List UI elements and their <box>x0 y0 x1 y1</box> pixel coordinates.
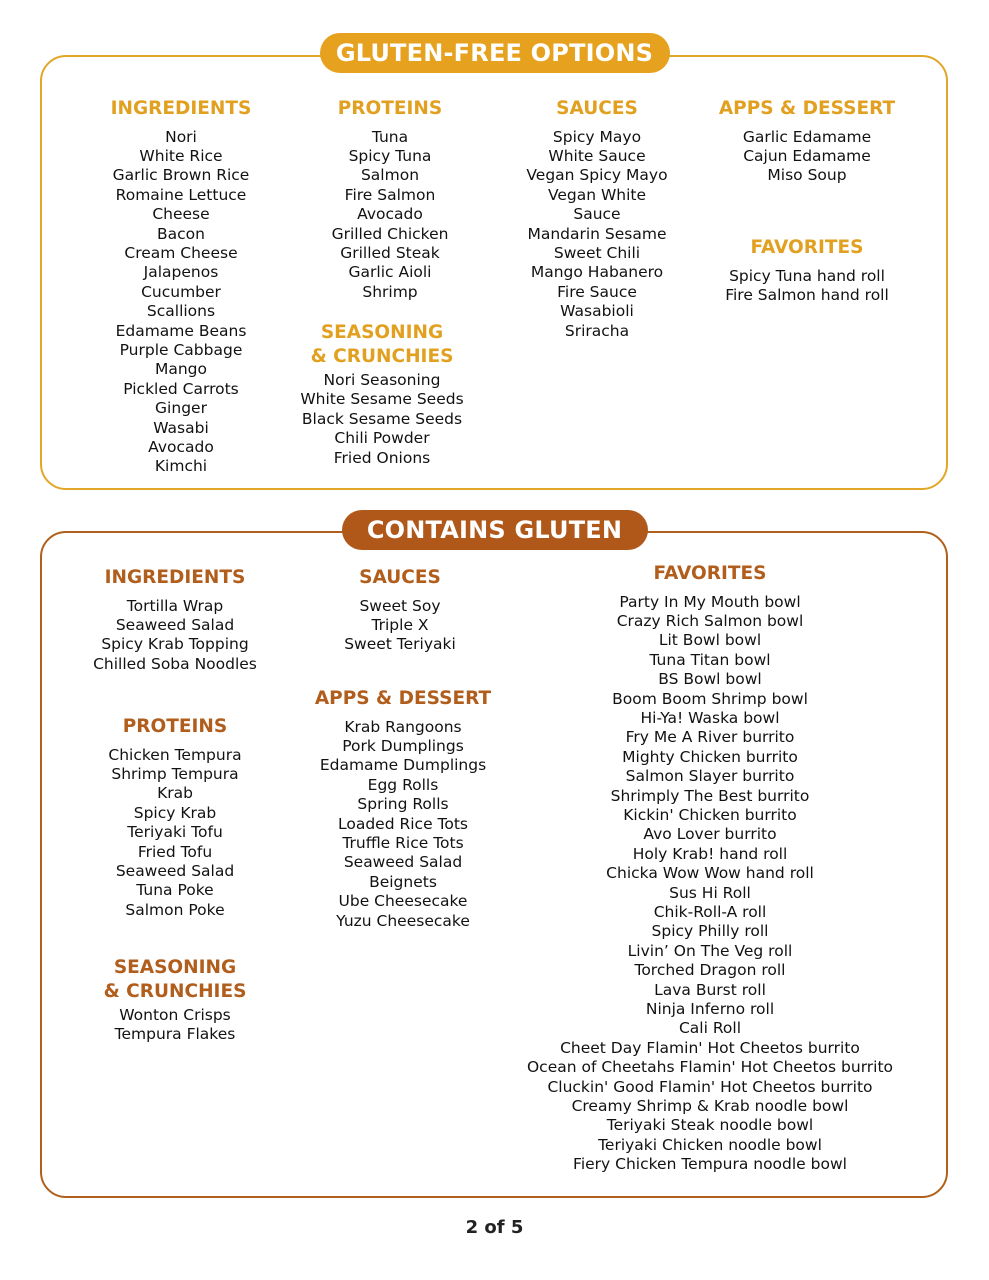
cg-sauces-section <box>300 566 500 655</box>
list-item: Truffle Rice Tots <box>342 833 464 852</box>
list-item: Miso Soup <box>767 166 847 185</box>
list-item: Seaweed Salad <box>115 861 235 880</box>
list-item: Spicy Tuna <box>348 146 432 165</box>
list-item: Tuna <box>371 127 409 146</box>
gf-apps-section <box>702 97 912 186</box>
list-item: Teriyaki Chicken noodle bowl <box>598 1135 822 1154</box>
list-item: Garlic Aioli <box>348 263 432 282</box>
list-item: Shrimp Tempura <box>111 764 239 783</box>
list-item: Creamy Shrimp & Krab noodle bowl <box>571 1097 849 1116</box>
list-item: Spicy Tuna hand roll <box>729 266 885 285</box>
list-item: Grilled Chicken <box>331 224 449 243</box>
list-item: Spring Rolls <box>357 795 449 814</box>
list-item: Cajun Edamame <box>743 146 871 165</box>
gf-sauces-section <box>497 97 697 341</box>
list-item: Teriyaki Steak noodle bowl <box>606 1116 814 1135</box>
list-item: White Sesame Seeds <box>300 390 464 409</box>
list-item: Chili Powder <box>334 429 430 448</box>
list-item: Yuzu Cheesecake <box>336 911 470 930</box>
list-item: White Sauce <box>548 146 646 165</box>
list-item: White Rice <box>139 146 223 165</box>
list-item: Shrimply The Best burrito <box>610 786 810 805</box>
gf-proteins-list <box>290 128 490 303</box>
list-item: Black Sesame Seeds <box>301 409 463 428</box>
cg-favorites-list <box>510 593 910 1175</box>
list-item: Krab <box>157 784 193 803</box>
list-item: Edamame Beans <box>115 321 247 340</box>
list-item: Grilled Steak <box>340 243 440 262</box>
list-item: Romaine Lettuce <box>115 185 247 204</box>
cg-ingredients-heading: INGREDIENTS <box>104 567 246 588</box>
list-item: Shrimp <box>362 282 418 301</box>
gf-favorites-list <box>702 267 912 306</box>
list-item: Sweet Teriyaki <box>344 635 456 654</box>
list-item: Pickled Carrots <box>123 379 239 398</box>
cg-apps-section <box>293 687 513 931</box>
list-item: Sweet Chili <box>553 243 641 262</box>
list-item: Salmon <box>360 166 420 185</box>
list-item: Wonton Crisps <box>119 1006 231 1024</box>
list-item: Nori <box>165 127 197 146</box>
list-item: Krab Rangoons <box>344 717 462 736</box>
list-item: Tuna Poke <box>136 881 214 900</box>
list-item: Tortilla Wrap <box>126 596 224 615</box>
gf-apps-list <box>702 128 912 186</box>
list-item: Sriracha <box>564 321 630 340</box>
cg-ingredients-section <box>70 566 280 674</box>
contains-gluten-title: CONTAINS GLUTEN <box>342 510 648 550</box>
list-item: Sauce <box>573 205 621 224</box>
list-item: Fire Sauce <box>557 282 637 301</box>
list-item: Spicy Philly roll <box>651 922 769 941</box>
list-item: Fire Salmon hand roll <box>725 285 889 304</box>
list-item: Cali Roll <box>678 1019 742 1038</box>
list-item: Triple X <box>371 615 429 634</box>
list-item: Edamame Dumplings <box>319 756 487 775</box>
list-item: Holy Krab! hand roll <box>632 844 788 863</box>
list-item: Chilled Soba Noodles <box>93 654 257 673</box>
cg-apps-heading: APPS & DESSERT <box>314 688 492 709</box>
list-item: Vegan White <box>547 185 647 204</box>
list-item: Cluckin' Good Flamin' Hot Cheetos burrito <box>547 1077 873 1096</box>
list-item: Purple Cabbage <box>119 340 243 359</box>
list-item: Torched Dragon roll <box>634 961 786 980</box>
list-item: Kickin' Chicken burrito <box>623 805 797 824</box>
cg-proteins-section <box>75 715 275 920</box>
list-item: Chik-Roll-A roll <box>653 903 767 921</box>
list-item: Chicka Wow Wow hand roll <box>606 864 814 883</box>
gf-sauces-heading: SAUCES <box>556 98 638 119</box>
cg-favorites-section <box>510 562 910 1175</box>
gf-proteins-heading: PROTEINS <box>337 98 443 119</box>
list-item: Fiery Chicken Tempura noodle bowl <box>573 1155 847 1174</box>
list-item: Ninja Inferno roll <box>645 1000 775 1019</box>
list-item: Tempura Flakes <box>114 1025 236 1044</box>
cg-proteins-heading: PROTEINS <box>122 716 228 737</box>
list-item: Wasabi <box>153 418 209 437</box>
list-item: Chicken Tempura <box>108 745 242 764</box>
list-item: Egg Rolls <box>367 775 439 794</box>
list-item: Sus Hi Roll <box>669 883 751 902</box>
gf-ingredients-list <box>81 128 281 477</box>
list-item: Hi-Ya! Waska bowl <box>640 708 780 727</box>
list-item: Ginger <box>155 399 207 418</box>
list-item: Garlic Edamame <box>742 127 872 146</box>
list-item: Jalapenos <box>143 263 219 282</box>
cg-seasoning-list <box>75 1006 275 1045</box>
page-number: 2 of 5 <box>465 1217 524 1238</box>
cg-sauces-list <box>300 597 500 655</box>
cg-seasoning-heading-line1: SEASONING <box>113 957 237 978</box>
list-item: Seaweed Salad <box>343 853 463 872</box>
list-item: Mighty Chicken burrito <box>622 747 798 766</box>
list-item: Teriyaki Tofu <box>127 823 223 842</box>
list-item: Crazy Rich Salmon bowl <box>616 611 804 630</box>
list-item: Cream Cheese <box>124 243 238 262</box>
list-item: Fried Onions <box>333 448 431 467</box>
list-item: Mango Habanero <box>530 263 664 282</box>
list-item: Salmon Poke <box>125 900 225 919</box>
gf-favorites-heading: FAVORITES <box>750 237 864 258</box>
list-item: Avocado <box>148 438 214 456</box>
list-item: Vegan Spicy Mayo <box>526 166 668 185</box>
cg-ingredients-list <box>70 597 280 675</box>
list-item: Lava Burst roll <box>654 980 766 999</box>
gf-sauces-list <box>497 128 697 341</box>
list-item: Salmon Slayer burrito <box>625 767 795 786</box>
gf-ingredients-section <box>81 97 281 477</box>
list-item: Avocado <box>357 205 423 224</box>
list-item: Cheese <box>152 205 210 224</box>
gf-apps-heading: APPS & DESSERT <box>718 98 896 119</box>
list-item: Fry Me A River burrito <box>625 728 795 747</box>
gf-seasoning-section <box>282 321 482 468</box>
list-item: Scallions <box>146 302 216 321</box>
list-item: Loaded Rice Tots <box>337 814 469 833</box>
list-item: Spicy Krab <box>133 803 217 822</box>
gf-ingredients-heading: INGREDIENTS <box>110 98 252 119</box>
list-item: Fire Salmon <box>344 185 436 204</box>
gf-seasoning-heading-line1: SEASONING <box>320 322 444 343</box>
cg-proteins-list <box>75 746 275 921</box>
gf-seasoning-list <box>282 371 482 468</box>
list-item: Avo Lover burrito <box>643 825 777 844</box>
list-item: Wasabioli <box>560 302 634 321</box>
list-item: Livin’ On The Veg roll <box>627 941 793 960</box>
list-item: Nori Seasoning <box>323 371 441 389</box>
list-item: Boom Boom Shrimp bowl <box>612 689 808 708</box>
list-item: Seaweed Salad <box>115 615 235 634</box>
cg-sauces-heading: SAUCES <box>359 567 441 588</box>
list-item: Mango <box>154 360 208 379</box>
list-item: Tuna Titan bowl <box>649 650 771 669</box>
list-item: Spicy Krab Topping <box>101 635 249 654</box>
list-item: Lit Bowl bowl <box>658 631 762 650</box>
list-item: Cheet Day Flamin' Hot Cheetos burrito <box>560 1038 860 1057</box>
list-item: Sweet Soy <box>359 596 441 615</box>
list-item: Ocean of Cheetahs Flamin' Hot Cheetos burrito <box>526 1058 894 1077</box>
cg-seasoning-section <box>75 956 275 1045</box>
gf-seasoning-heading-line2: & CRUNCHIES <box>310 345 454 367</box>
list-item: Pork Dumplings <box>342 736 464 755</box>
cg-seasoning-heading-line2: & CRUNCHIES <box>103 980 247 1002</box>
list-item: Beignets <box>369 872 437 891</box>
cg-favorites-heading: FAVORITES <box>653 563 767 584</box>
list-item: Bacon <box>157 224 205 243</box>
list-item: Garlic Brown Rice <box>112 166 250 185</box>
list-item: Mandarin Sesame <box>527 224 667 243</box>
list-item: Kimchi <box>154 457 208 476</box>
list-item: Fried Tofu <box>137 842 213 861</box>
list-item: Ube Cheesecake <box>338 892 468 911</box>
list-item: Party In My Mouth bowl <box>619 592 801 611</box>
cg-apps-list <box>293 718 513 931</box>
gluten-free-title: GLUTEN-FREE OPTIONS <box>320 33 670 73</box>
list-item: Cucumber <box>141 282 221 301</box>
gf-favorites-section <box>702 236 912 305</box>
list-item: Spicy Mayo <box>552 127 642 146</box>
list-item: BS Bowl bowl <box>658 670 762 689</box>
gf-proteins-section <box>290 97 490 302</box>
